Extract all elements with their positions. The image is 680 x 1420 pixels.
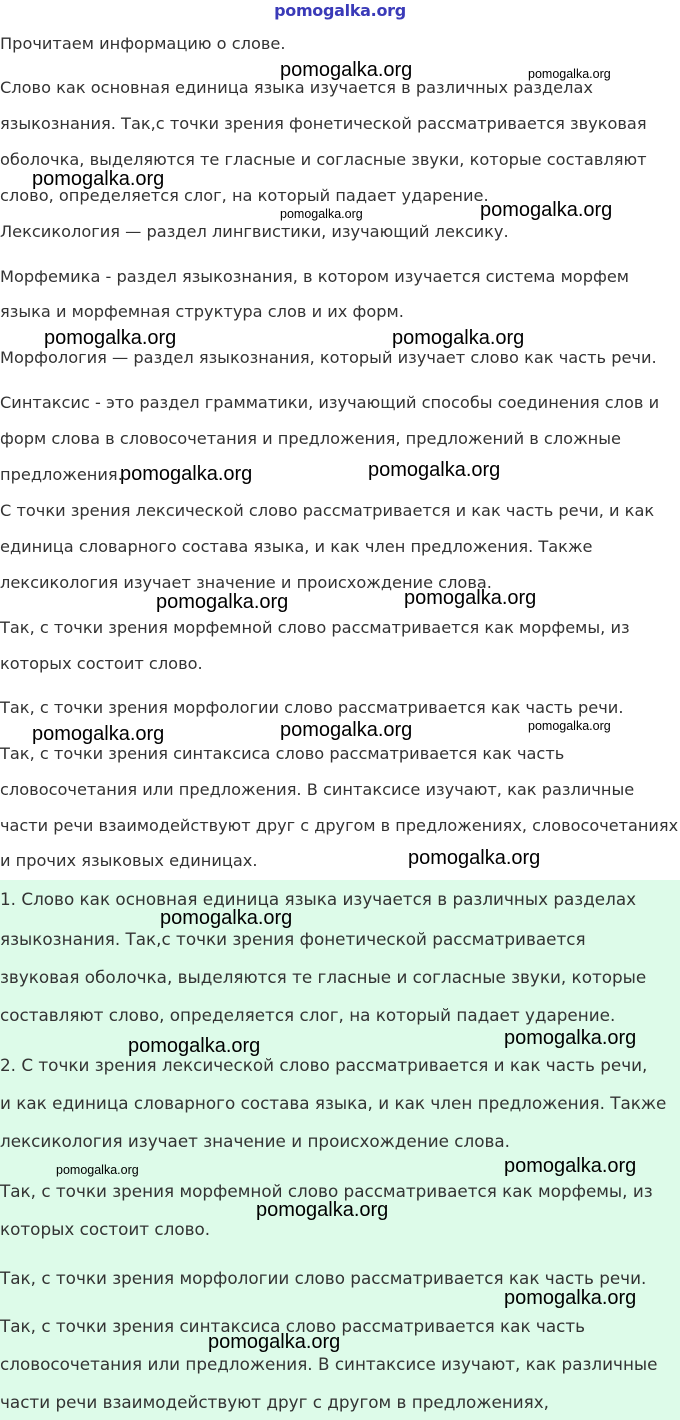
watermark-text: pomogalka.org (44, 327, 177, 349)
text-line: части речи взаимодействуют друг с другом в предложениях, словосочетаниях (0, 816, 679, 835)
watermark-text: pomogalka.org (280, 719, 413, 741)
text-line: форм слова в словосочетания и предложения, предложений в сложные (0, 429, 621, 448)
watermark-text: pomogalka.org (368, 459, 501, 481)
watermark-text: pomogalka.org (392, 327, 525, 349)
answer-line: 1. Слово как основная единица языка изучается в различных разделах (0, 889, 637, 909)
watermark-text: pomogalka.org (156, 591, 289, 613)
text-line: словосочетания или предложения. В синтаксисе изучают, как различные (0, 780, 635, 799)
text-line: лексикология изучает значение и происхождение слова. (0, 573, 492, 592)
watermark-text: pomogalka.org (160, 907, 293, 929)
text-line: Так, с точки зрения морфологии слово рассматривается как часть речи. (0, 698, 624, 717)
watermark-text: pomogalka.org (504, 1287, 637, 1309)
watermark-text: pomogalka.org (480, 199, 613, 221)
watermark-text: pomogalka.org (256, 1199, 389, 1221)
text-line: слово, определяется слог, на который падает ударение. (0, 186, 489, 205)
watermark-text: pomogalka.org (504, 1027, 637, 1049)
text-line: Морфемика - раздел языкознания, в котором изучается система морфем (0, 267, 629, 286)
answer-line: Так, с точки зрения синтаксиса слово рассматривается как часть (0, 1316, 586, 1336)
answer-line: составляют слово, определяется слог, на который падает ударение. (0, 1005, 616, 1025)
watermark-text: pomogalka.org (208, 1331, 341, 1353)
text-line: Слово как основная единица языка изучается в различных разделах (0, 78, 593, 97)
text-line: и прочих языковых единицах. (0, 851, 258, 870)
watermark-text: pomogalka.org (32, 723, 165, 745)
watermark-text: pomogalka.org (408, 847, 541, 869)
text-line: языкознания. Так,с точки зрения фонетической рассматривается звуковая (0, 114, 647, 133)
answer-line: лексикология изучает значение и происхождение слова. (0, 1131, 510, 1151)
answer-line: языкознания. Так,с точки зрения фонетической рассматривается (0, 929, 586, 949)
text-line: языка и морфемная структура слов и их форм. (0, 302, 404, 321)
answer-line: части речи взаимодействуют друг с другом в предложениях, (0, 1392, 550, 1412)
text-line: Морфология — раздел языкознания, который изучает слово как часть речи. (0, 348, 657, 367)
text-line: С точки зрения лексической слово рассматривается и как часть речи, и как (0, 501, 655, 520)
watermark-text: pomogalka.org (528, 719, 611, 733)
watermark-text: pomogalka.org (280, 207, 363, 221)
watermark-text: pomogalka.org (128, 1035, 261, 1057)
watermark-text: pomogalka.org (528, 67, 611, 81)
header-watermark: pomogalka.org (274, 1, 406, 20)
watermark-text: pomogalka.org (32, 168, 165, 190)
watermark-text: pomogalka.org (404, 587, 537, 609)
text-line: предложения. (0, 465, 123, 484)
text-line: Так, с точки зрения морфемной слово рассматривается как морфемы, из (0, 618, 630, 637)
text-line: Лексикология — раздел лингвистики, изучающий лексику. (0, 222, 509, 241)
answer-line: звуковая оболочка, выделяются те гласные и согласные звуки, которые (0, 967, 647, 987)
answer-line: которых состоит слово. (0, 1219, 211, 1239)
text-line: оболочка, выделяются те гласные и согласные звуки, которые составляют (0, 150, 647, 169)
watermark-text: pomogalka.org (56, 1163, 139, 1177)
answer-line: Так, с точки зрения морфологии слово рассматривается как часть речи. (0, 1268, 647, 1288)
text-line: единица словарного состава языка, и как член предложения. Также (0, 537, 593, 556)
text-line: Так, с точки зрения синтаксиса слово рассматривается как часть (0, 744, 565, 763)
answer-line: 2. С точки зрения лексической слово рассматривается и как часть речи, (0, 1055, 648, 1075)
watermark-text: pomogalka.org (120, 463, 253, 485)
text-line: Прочитаем информацию о слове. (0, 34, 286, 53)
answer-line: и как единица словарного состава языка, и как член предложения. Также (0, 1093, 667, 1113)
answer-line: словосочетания или предложения. В синтаксисе изучают, как различные (0, 1354, 658, 1374)
text-line: Синтаксис - это раздел грамматики, изучающий способы соединения слов и (0, 393, 660, 412)
text-line: которых состоит слово. (0, 654, 203, 673)
answer-line: Так, с точки зрения морфемной слово рассматривается как морфемы, из (0, 1181, 653, 1201)
watermark-text: pomogalka.org (504, 1155, 637, 1177)
watermark-text: pomogalka.org (280, 59, 413, 81)
